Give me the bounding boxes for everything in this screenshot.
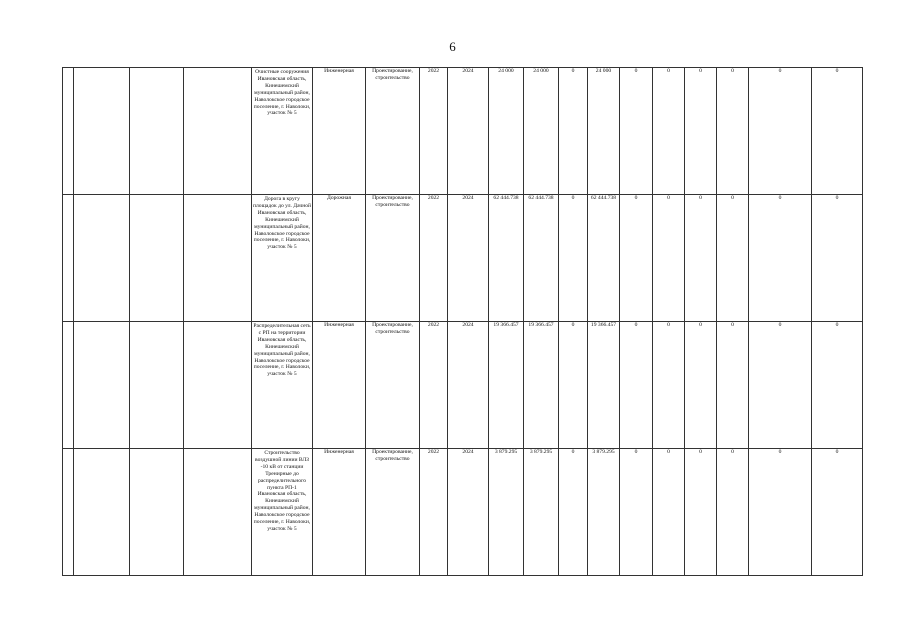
year-start-cell: 2022	[420, 195, 448, 322]
year-start-cell: 2022	[420, 322, 448, 449]
table-cell-empty	[130, 68, 184, 195]
value-cell: 0	[717, 449, 749, 576]
value-cell: 62 444.738	[588, 195, 620, 322]
value-cell: 0	[653, 322, 685, 449]
work-type-cell: Проектирование, строительство	[366, 195, 420, 322]
total-cost-cell: 24 000	[489, 68, 524, 195]
value-cell: 3 879.295	[588, 449, 620, 576]
value-cell: 0	[685, 322, 717, 449]
work-type-cell: Проектирование, строительство	[366, 449, 420, 576]
table-cell-empty	[74, 322, 130, 449]
page-number: 6	[449, 39, 456, 54]
value-cell: 0	[620, 449, 653, 576]
object-type-cell: Инженерная	[313, 449, 366, 576]
table-cell-empty	[63, 195, 74, 322]
value-cell: 19 366.457	[588, 322, 620, 449]
object-name-cell: Строительство воздушной линии ВЛЗ -10 кВ от станции Тренирные до распределительного пункта РП-1 Ивановская область, Кинешемский муниципальный район, Наволокское городское поселение, г. Наволоки, участок № 5	[252, 449, 313, 576]
investment-table	[62, 67, 863, 576]
table-cell-empty	[184, 322, 252, 449]
object-type-cell: Дорожная	[313, 195, 366, 322]
table-cell-empty	[74, 195, 130, 322]
object-name-cell: Очистные сооружения Ивановская область, Кинешемский муниципальный район, Наволокское городское поселение, г. Наволоки, участок № 5	[252, 68, 313, 195]
value-cell: 0	[749, 322, 812, 449]
value-cell: 3 879.295	[524, 449, 559, 576]
table-cell-empty	[184, 195, 252, 322]
value-cell: 0	[717, 195, 749, 322]
value-cell: 0	[620, 195, 653, 322]
value-cell: 0	[685, 449, 717, 576]
table-cell-empty	[74, 68, 130, 195]
table-cell-empty	[184, 449, 252, 576]
value-cell: 24 000	[588, 68, 620, 195]
value-cell: 0	[685, 195, 717, 322]
table-cell-empty	[63, 322, 74, 449]
year-start-cell: 2022	[420, 449, 448, 576]
value-cell: 0	[620, 68, 653, 195]
value-cell: 0	[559, 195, 588, 322]
table-row	[63, 322, 863, 449]
table-cell-empty	[63, 68, 74, 195]
value-cell: 0	[559, 449, 588, 576]
value-cell: 0	[749, 449, 812, 576]
value-cell: 62 444.738	[524, 195, 559, 322]
value-cell: 0	[749, 195, 812, 322]
value-cell: 0	[812, 195, 863, 322]
object-name-cell: Распределительная сеть с РП на территории Ивановская область, Кинешемский муниципальный район, Наволокское городское поселение, г. Наволоки, участок № 5	[252, 322, 313, 449]
value-cell: 0	[812, 68, 863, 195]
year-end-cell: 2024	[448, 322, 489, 449]
value-cell: 0	[559, 68, 588, 195]
value-cell: 0	[717, 322, 749, 449]
value-cell: 0	[653, 449, 685, 576]
value-cell: 0	[559, 322, 588, 449]
year-start-cell: 2022	[420, 68, 448, 195]
value-cell: 0	[717, 68, 749, 195]
total-cost-cell: 3 879.295	[489, 449, 524, 576]
year-end-cell: 2024	[448, 68, 489, 195]
value-cell: 0	[653, 68, 685, 195]
table-row	[63, 195, 863, 322]
object-type-cell: Инженерная	[313, 322, 366, 449]
value-cell: 0	[685, 68, 717, 195]
value-cell: 0	[653, 195, 685, 322]
year-end-cell: 2024	[448, 195, 489, 322]
value-cell: 0	[812, 322, 863, 449]
total-cost-cell: 19 366.457	[489, 322, 524, 449]
table-cell-empty	[74, 449, 130, 576]
table-cell-empty	[63, 449, 74, 576]
table-cell-empty	[184, 68, 252, 195]
year-end-cell: 2024	[448, 449, 489, 576]
table-row	[63, 449, 863, 576]
table-row	[63, 68, 863, 195]
value-cell: 0	[812, 449, 863, 576]
value-cell: 24 000	[524, 68, 559, 195]
object-type-cell: Инженерная	[313, 68, 366, 195]
value-cell: 0	[620, 322, 653, 449]
work-type-cell: Проектирование, строительство	[366, 322, 420, 449]
table-cell-empty	[130, 449, 184, 576]
object-name-cell: Дорога в кругу площадок до ул. Дачной Ивановская область, Кинешемский муниципальный район, Наволокское городское поселение, г. Наволоки, участок № 5	[252, 195, 313, 322]
work-type-cell: Проектирование, строительство	[366, 68, 420, 195]
table-cell-empty	[130, 195, 184, 322]
total-cost-cell: 62 444.738	[489, 195, 524, 322]
value-cell: 19 366.457	[524, 322, 559, 449]
value-cell: 0	[749, 68, 812, 195]
table-cell-empty	[130, 322, 184, 449]
